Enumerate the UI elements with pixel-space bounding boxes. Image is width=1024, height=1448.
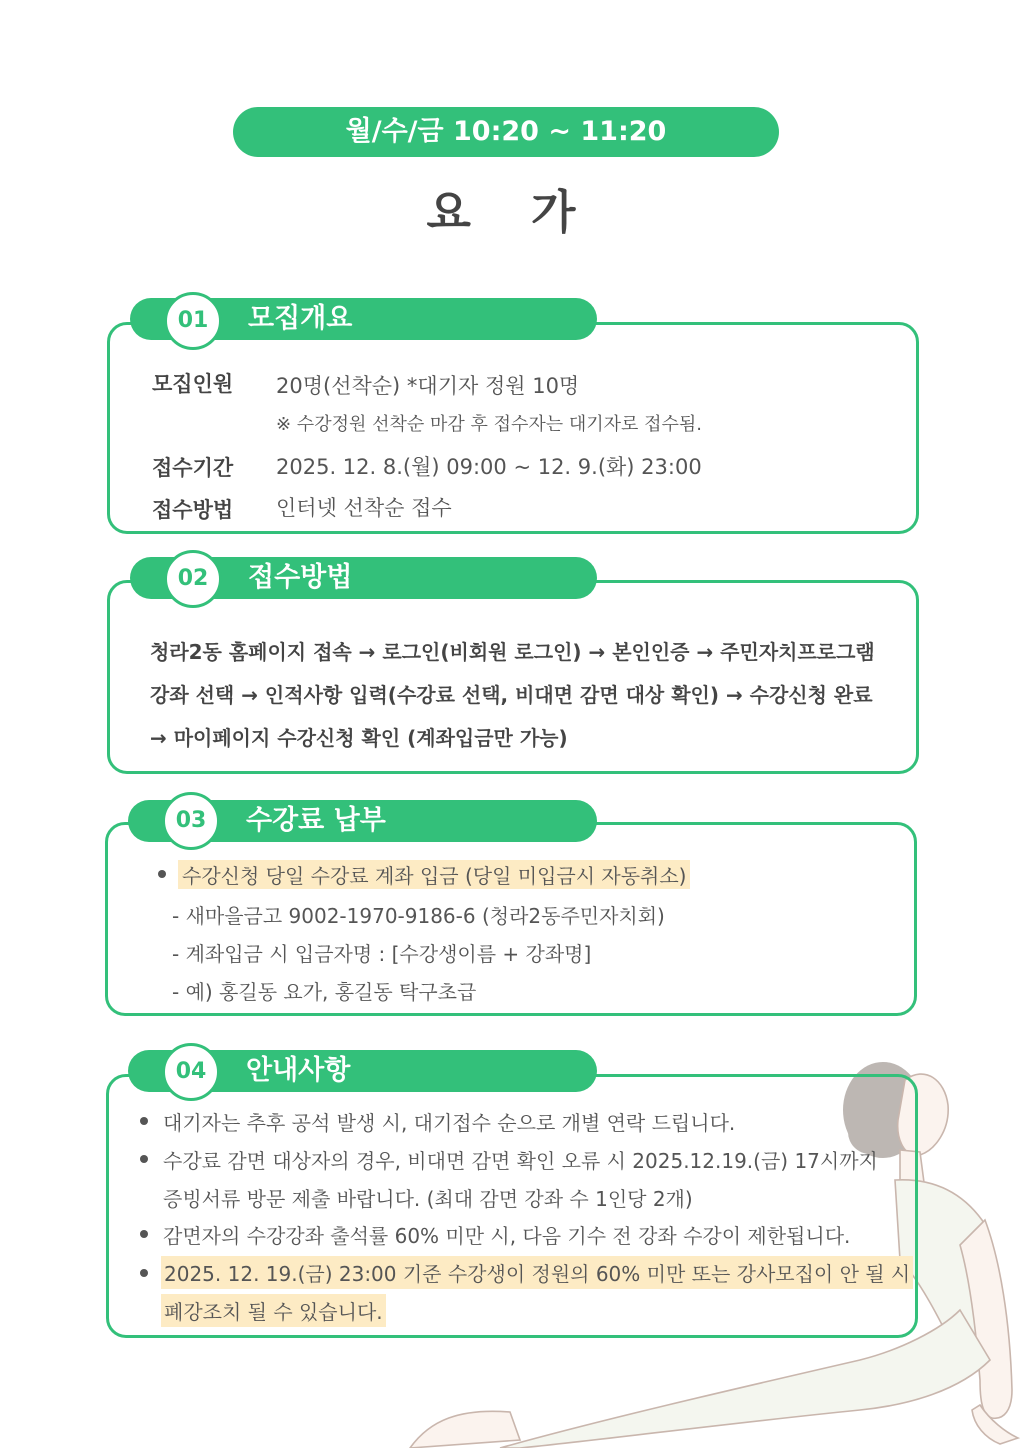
procedure-line-1: 청라2동 홈페이지 접속 → 로그인(비회원 로그인) → 본인인증 → 주민자치프로그램 [150,640,875,664]
bullet-dot [140,1230,148,1238]
section-number-badge: 02 [164,550,222,608]
waitlist-note: ※ 수강정원 선착순 마감 후 접수자는 대기자로 접수됨. [276,414,703,435]
value-application-period: 2025. 12. 8.(월) 09:00 ~ 12. 9.(화) 23:00 [276,455,702,479]
section-title: 안내사항 [246,1055,351,1086]
notice-cancellation-cont: 폐강조치 될 수 있습니다. [161,1294,386,1327]
section-title: 수강료 납부 [246,805,386,836]
section-title: 접수방법 [248,562,353,593]
bullet-dot [140,1155,148,1163]
label-application-period: 접수기간 [152,456,234,480]
notice-fee-reduction-cont: 증빙서류 방문 제출 바랍니다. (최대 감면 강좌 수 1인당 2개) [163,1187,693,1211]
label-recruit-count: 모집인원 [152,372,234,396]
bank-account: - 새마을금고 9002-1970-9186-6 (청라2동주민자치회) [172,904,665,928]
bullet-dot [140,1269,148,1277]
notice-cancellation: 2025. 12. 19.(금) 23:00 기준 수강생이 정원의 60% 미만 또는 강사모집이 안 될 시 [161,1256,913,1289]
value-application-method: 인터넷 선착순 접수 [276,496,452,520]
procedure-line-2: 강좌 선택 → 인적사항 입력(수강료 선택, 비대면 감면 대상 확인) → 수강신청 완료 [150,683,873,707]
bullet-dot [140,1117,148,1125]
notice-fee-reduction: 수강료 감면 대상자의 경우, 비대면 감면 확인 오류 시 2025.12.19.(금) 17시까지 [163,1149,878,1173]
label-application-method: 접수방법 [152,498,234,522]
schedule-banner: 월/수/금 10:20 ~ 11:20 [233,107,779,157]
section-number-badge: 01 [164,292,222,350]
payment-instruction: 수강신청 당일 수강료 계좌 입금 (당일 미입금시 자동취소) [178,860,690,889]
depositor-name-example: - 예) 홍길동 요가, 홍길동 탁구초급 [172,980,477,1004]
notice-waitlist-contact: 대기자는 추후 공석 발생 시, 대기접수 순으로 개별 연락 드립니다. [163,1111,736,1135]
procedure-line-3: → 마이페이지 수강신청 확인 (계좌입금만 가능) [150,726,568,750]
page-title: 요 가 [426,185,598,239]
depositor-name-rule: - 계좌입금 시 입금자명 : [수강생이름 + 강좌명] [172,942,592,966]
section-title: 모집개요 [248,303,353,334]
bullet-dot [158,870,166,878]
notice-attendance-limit: 감면자의 수강강좌 출석률 60% 미만 시, 다음 기수 전 강좌 수강이 제한됩니다. [163,1224,851,1248]
section-number-badge: 03 [162,792,220,850]
section-number-badge: 04 [162,1043,220,1101]
value-recruit-count: 20명(선착순) *대기자 정원 10명 [276,374,580,398]
